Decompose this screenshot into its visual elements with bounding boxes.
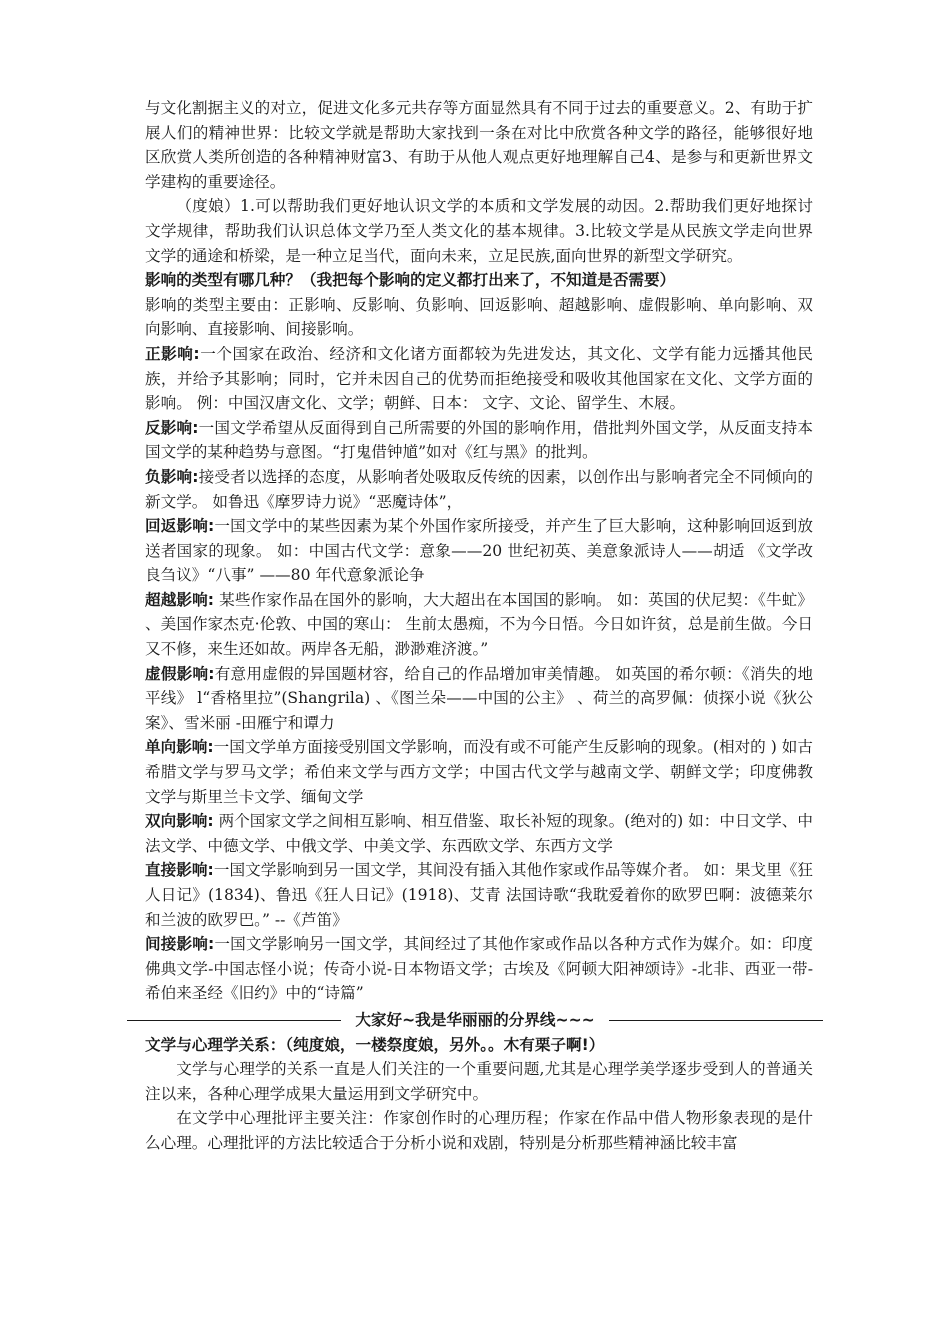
influence-definition: 两个国家文学之间相互影响、相互借鉴、取长补短的现象。(绝对的) 如：中日文学、中法文学、中德文学、中俄文学、中美文学、东西欧文学、东西方文学: [145, 812, 813, 855]
influence-term: 单向影响:: [145, 738, 214, 757]
psychology-heading: 文学与心理学关系：（纯度娘，一楼祭度娘，另外。。木有栗子啊!）: [145, 1035, 605, 1054]
influence-term: 超越影响:: [145, 590, 215, 609]
divider-label: 大家好~我是华丽丽的分界线~~~: [355, 1010, 595, 1029]
influence-entry-false: [145, 662, 813, 736]
influence-term: 回返影响:: [145, 517, 215, 536]
influence-definition: 一个国家在政治、经济和文化诸方面都较为先进发达，其文化、文学有能力远播其他民族，并给予其影响；同时，它并未因自己的优势而拒绝接受和吸收其他国家在文化、文学方面的影响。 例：中国汉唐文化、文学；朝鲜、日本： 文字、文论、留学生、木屐。: [145, 344, 813, 413]
influence-term: 直接影响:: [145, 861, 214, 880]
influence-term: 正影响:: [145, 344, 200, 363]
influence-entry-return: [145, 514, 813, 588]
influence-entry-positive: [145, 342, 813, 416]
psychology-paragraph-1: 文学与心理学的关系一直是人们关注的一个重要问题,尤其是心理学美学逐步受到人的普通关注以来，各种心理学成果大量运用到文学研究中。: [145, 1060, 813, 1103]
influence-entry-indirect: [145, 932, 813, 1006]
influence-definition: 接受者以选择的态度，从影响者处吸取反传统的因素，以创作出与影响者完全不同倾向的新文学。 如鲁迅《摩罗诗力说》“恶魔诗体”，: [145, 467, 813, 511]
influence-types-heading: 影响的类型有哪几种？（我把每个影响的定义都打出来了，不知道是否需要）: [145, 271, 676, 290]
influence-definition: 某些作家作品在国外的影响，大大超出在本国国的影响。 如：英国的伏尼契：《牛虻》 、美国作家杰克·伦敦、中国的寒山： 生前太愚痴，不为今日悟。今日如许贫，总是前生做。今日又不修，来生还如故。两岸各无船，渺渺难济渡。”: [145, 590, 813, 659]
divider-rule-right: [609, 1020, 823, 1021]
section-divider: [145, 1008, 813, 1033]
document-page: [145, 96, 813, 1156]
influence-definition: 一国文学单方面接受别国文学影响，而没有或不可能产生反影响的现象。(相对的 ) 如古希腊文学与罗马文学；希伯来文学与西方文学；中国古代文学与越南文学、朝鲜文学；印度佛教文学与斯里兰卡文学、缅甸文学: [145, 738, 813, 806]
influence-definition: 一国文学影响另一国文学，其间经过了其他作家或作品以各种方式作为媒介。如：印度佛典文学-中国志怪小说；传奇小说-日本物语文学；古埃及《阿顿大阳神颂诗》-北非、西亚一带-希伯来圣经《旧约》中的“诗篇”: [145, 935, 813, 1003]
influence-term: 双向影响:: [145, 812, 214, 831]
influence-term: 间接影响:: [145, 935, 215, 954]
influence-definition: 一国文学中的某些因素为某个外国作家所接受，并产生了巨大影响，这种影响回返到放送者国家的现象。 如：中国古代文学：意象——20 世纪初英、美意象派诗人——胡适 《文学改良刍议》“八事” ——80 年代意象派论争: [145, 517, 813, 585]
influence-types-intro: 影响的类型主要由：正影响、反影响、负影响、回返影响、超越影响、虚假影响、单向影响、双向影响、直接影响、间接影响。: [145, 295, 813, 339]
influence-entry-two-way: [145, 809, 813, 858]
influence-entry-one-way: [145, 735, 813, 809]
influence-term: 虚假影响:: [145, 664, 215, 683]
paragraph-significance: 与文化割据主义的对立，促进文化多元共存等方面显然具有不同于过去的重要意义。2、有助于扩展人们的精神世界：比较文学就是帮助大家找到一条在对比中欣赏各种文学的路径，能够很好地区欣赏人类所创造的各种精神财富3、有助于从他人观点更好地理解自己4、是参与和更新世界文学建构的重要途径。: [145, 99, 813, 191]
influence-definition: 一国文学希望从反面得到自己所需要的外国的影响作用，借批判外国文学，从反面支持本国文学的某种趋势与意图。“打鬼借钟馗”如对《红与黑》的批判。: [145, 418, 813, 462]
influence-entry-transcend: [145, 588, 813, 662]
influence-term: 反影响:: [145, 418, 199, 437]
influence-entry-negative: [145, 465, 813, 514]
influence-term: 负影响:: [145, 467, 199, 486]
influence-definition: 有意用虚假的异国题材容，给自己的作品增加审美情趣。 如英国的希尔顿：《消失的地平线》 l“香格里拉”(Shangrila) 、《图兰朵——中国的公主》 、荷兰的高罗佩：侦探小说《狄公案》、雪米丽 -田雁宁和谭力: [145, 664, 813, 732]
paragraph-duniang-significance: （度娘）1.可以帮助我们更好地认识文学的本质和文学发展的动因。2.帮助我们更好地探讨文学规律，帮助我们认识总体文学乃至人类文化的基本规律。3.比较文学是从民族文学走向世界文学的通途和桥梁，是一种立足当代，面向未来，立足民族,面向世界的新型文学研究。: [145, 197, 813, 265]
influence-definition: 一国文学影响到另一国文学，其间没有插入其他作家或作品等媒介者。 如：果戈里《狂人日记》(1834)、鲁迅《狂人日记》(1918)、艾青 法国诗歌“我耽爱着你的欧罗巴啊：波德莱尔和兰波的欧罗巴。” --《芦笛》: [145, 861, 813, 929]
influence-entry-direct: [145, 858, 813, 932]
divider-rule-left: [127, 1020, 341, 1021]
influence-entry-reverse: [145, 416, 813, 465]
psychology-paragraph-2: 在文学中心理批评主要关注：作家创作时的心理历程；作家在作品中借人物形象表现的是什么心理。心理批评的方法比较适合于分析小说和戏剧，特别是分析那些精神涵比较丰富: [145, 1109, 813, 1152]
